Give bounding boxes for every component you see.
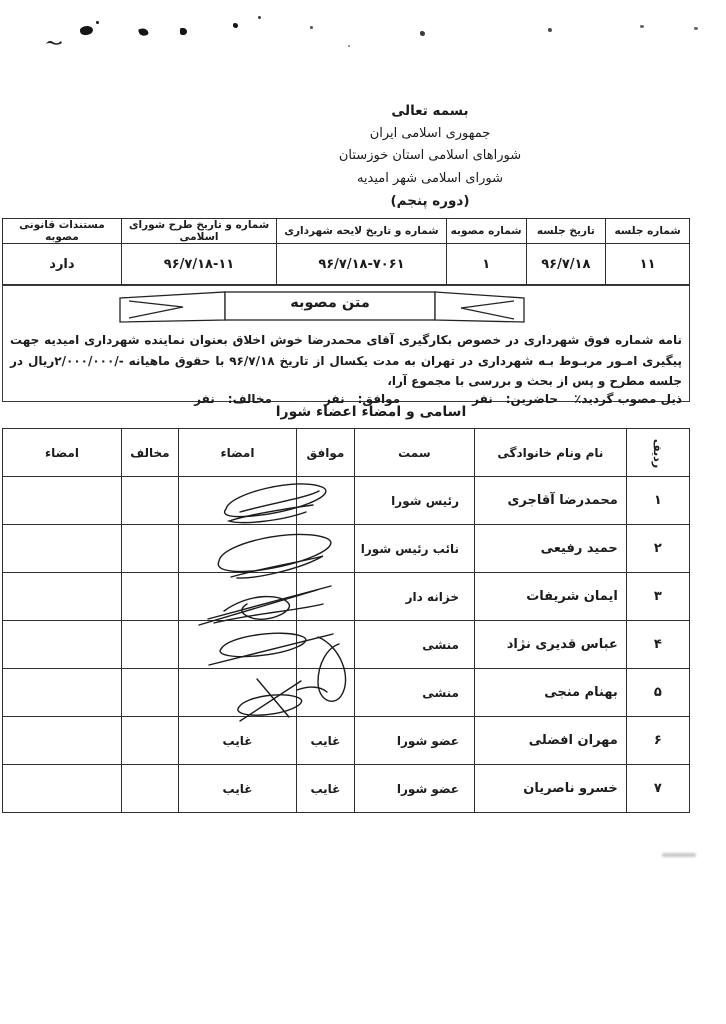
member-position: منشی (354, 621, 474, 669)
member-row (3, 765, 690, 813)
member-row-number: ۲ (626, 525, 689, 573)
bill-number-date-header: شماره و تاریخ لایحه شهرداری (277, 219, 447, 244)
scan-noise-mark (138, 27, 149, 37)
position-header: سمت (354, 429, 474, 477)
member-row-number: ۵ (626, 669, 689, 717)
scan-noise-mark (310, 26, 313, 29)
member-disagree-status (121, 477, 178, 525)
resolution-section (2, 285, 690, 406)
member-row (3, 525, 690, 573)
disagree-label: مخالف: (227, 391, 272, 406)
member-disagree-status (121, 669, 178, 717)
member-agree-status (297, 669, 355, 717)
member-position: منشی (354, 669, 474, 717)
member-signature2-cell (3, 765, 122, 813)
member-position: خزانه دار (354, 573, 474, 621)
scan-smudge (662, 853, 696, 857)
members-section-heading: اسامی و امضاء اعضاء شورا (275, 404, 467, 420)
member-name: حمید رفیعی (474, 525, 626, 573)
member-row (3, 573, 690, 621)
scan-noise-mark (640, 25, 644, 28)
legal-docs-value: دارد (3, 244, 122, 285)
member-agree-status (297, 573, 355, 621)
province-councils-line: شوراهای اسلامی استان خوزستان (338, 148, 522, 163)
member-signature2-cell (3, 573, 122, 621)
disagree-header: مخالف (121, 429, 178, 477)
member-disagree-status (121, 573, 178, 621)
scan-noise-mark (258, 16, 261, 19)
member-row-number: ۱ (626, 477, 689, 525)
present-label: حاضرین: (505, 391, 559, 406)
resolution-number-value: ۱ (446, 244, 526, 285)
signature-header: امضاء (178, 429, 296, 477)
member-disagree-status (121, 717, 178, 765)
member-signature2-cell (3, 477, 122, 525)
member-agree-status: غایب (297, 717, 355, 765)
member-name: خسرو ناصریان (474, 765, 626, 813)
session-date-header: تاریخ جلسه (526, 219, 606, 244)
scan-noise-mark (233, 23, 238, 28)
member-signature2-cell (3, 621, 122, 669)
member-row-number: ۳ (626, 573, 689, 621)
agree-label: موافق: (357, 391, 401, 406)
member-position: عضو شورا (354, 717, 474, 765)
signature2-header: امضاء (3, 429, 122, 477)
plan-number-date-value: ۹۶/۷/۱۸-۱۱ (121, 244, 276, 285)
member-name: مهران افضلی (474, 717, 626, 765)
member-row (3, 669, 690, 717)
city-council-line: شورای اسلامی شهر امیدیه (356, 170, 504, 186)
country-line: جمهوری اسلامی ایران (369, 125, 491, 141)
member-signature-cell: غایب (178, 765, 296, 813)
member-signature-cell: غایب (178, 717, 296, 765)
besmellah-line: بسمه تعالی (391, 103, 469, 119)
row-number-header (626, 429, 689, 477)
document-letterhead (140, 100, 720, 213)
member-row-number: ۶ (626, 717, 689, 765)
resolution-number-header: شماره مصوبه (446, 219, 526, 244)
scan-noise-mark (79, 25, 94, 37)
member-position: عضو شورا (354, 765, 474, 813)
session-date-value: ۹۶/۷/۱۸ (526, 244, 606, 285)
member-signature-cell (178, 573, 296, 621)
members-header-row (3, 429, 690, 477)
info-header-row (3, 219, 690, 244)
info-value-row (3, 244, 690, 285)
disagree-value: نفر (194, 391, 215, 406)
session-info-table (2, 218, 690, 285)
member-signature2-cell (3, 669, 122, 717)
resolution-closing-text: ذیل مصوب گردید٪ (574, 391, 682, 406)
bill-number-date-value: ۹۶/۷/۱۸-۷۰۶۱ (277, 244, 447, 285)
scan-noise-mark (180, 28, 187, 35)
scan-noise-mark (548, 28, 552, 32)
full-name-header: نام ونام خانوادگی (474, 429, 626, 477)
member-signature2-cell (3, 717, 122, 765)
scan-noise-mark (348, 45, 350, 47)
members-table (2, 428, 690, 813)
member-agree-status (297, 477, 355, 525)
member-agree-status (297, 621, 355, 669)
term-line: (دوره پنجم) (390, 193, 470, 209)
member-row-number: ۷ (626, 765, 689, 813)
member-agree-status: غایب (297, 765, 355, 813)
agree-header: موافق (297, 429, 355, 477)
member-row (3, 717, 690, 765)
row-number-header-label: ردیف (651, 438, 665, 468)
member-position: رئیس شورا (354, 477, 474, 525)
member-signature2-cell (3, 525, 122, 573)
legal-docs-header: مستندات قانونی مصوبه (3, 219, 122, 244)
plan-number-date-header: شماره و تاریخ طرح شورای اسلامی (121, 219, 276, 244)
scan-noise-mark (45, 37, 63, 46)
scan-noise-mark (694, 27, 698, 30)
member-row (3, 477, 690, 525)
member-name: محمدرضا آقاجری (474, 477, 626, 525)
member-name: عباس قدیری نژاد (474, 621, 626, 669)
member-name: ایمان شریفات (474, 573, 626, 621)
member-disagree-status (121, 525, 178, 573)
resolution-banner-title: متن مصوبه (290, 295, 370, 311)
member-disagree-status (121, 765, 178, 813)
agree-value: نفر (323, 391, 345, 406)
member-signature-cell (178, 477, 296, 525)
present-value: نفر (472, 391, 493, 406)
scan-noise-mark (96, 21, 99, 24)
session-number-header: شماره جلسه (606, 219, 690, 244)
member-signature-cell (178, 525, 296, 573)
member-position: نائب رئیس شورا (354, 525, 474, 573)
scan-noise-mark (420, 31, 425, 36)
member-disagree-status (121, 621, 178, 669)
resolution-body-text: نامه شماره فوق شهرداری در خصوص بکارگیری آقای محمدرضا خوش اخلاق بعنوان نماینده شهرداری امیدیه جهت پیگیری امـور مربـوط بـه شهرداری در تهران به مدت یکسال از تاریخ ۹۶/۷/۱۸ با حقوق ماهیانه -/۲/۰۰۰/۰۰۰ریال در جلسه مطرح و پس از بحث و بررسی با مجموع آرا، (10, 333, 682, 388)
member-signature-cell (178, 669, 296, 717)
member-agree-status (297, 525, 355, 573)
session-number-value: ۱۱ (606, 244, 690, 285)
member-name: بهنام منجی (474, 669, 626, 717)
member-row-number: ۴ (626, 621, 689, 669)
member-signature-cell (178, 621, 296, 669)
member-row (3, 621, 690, 669)
